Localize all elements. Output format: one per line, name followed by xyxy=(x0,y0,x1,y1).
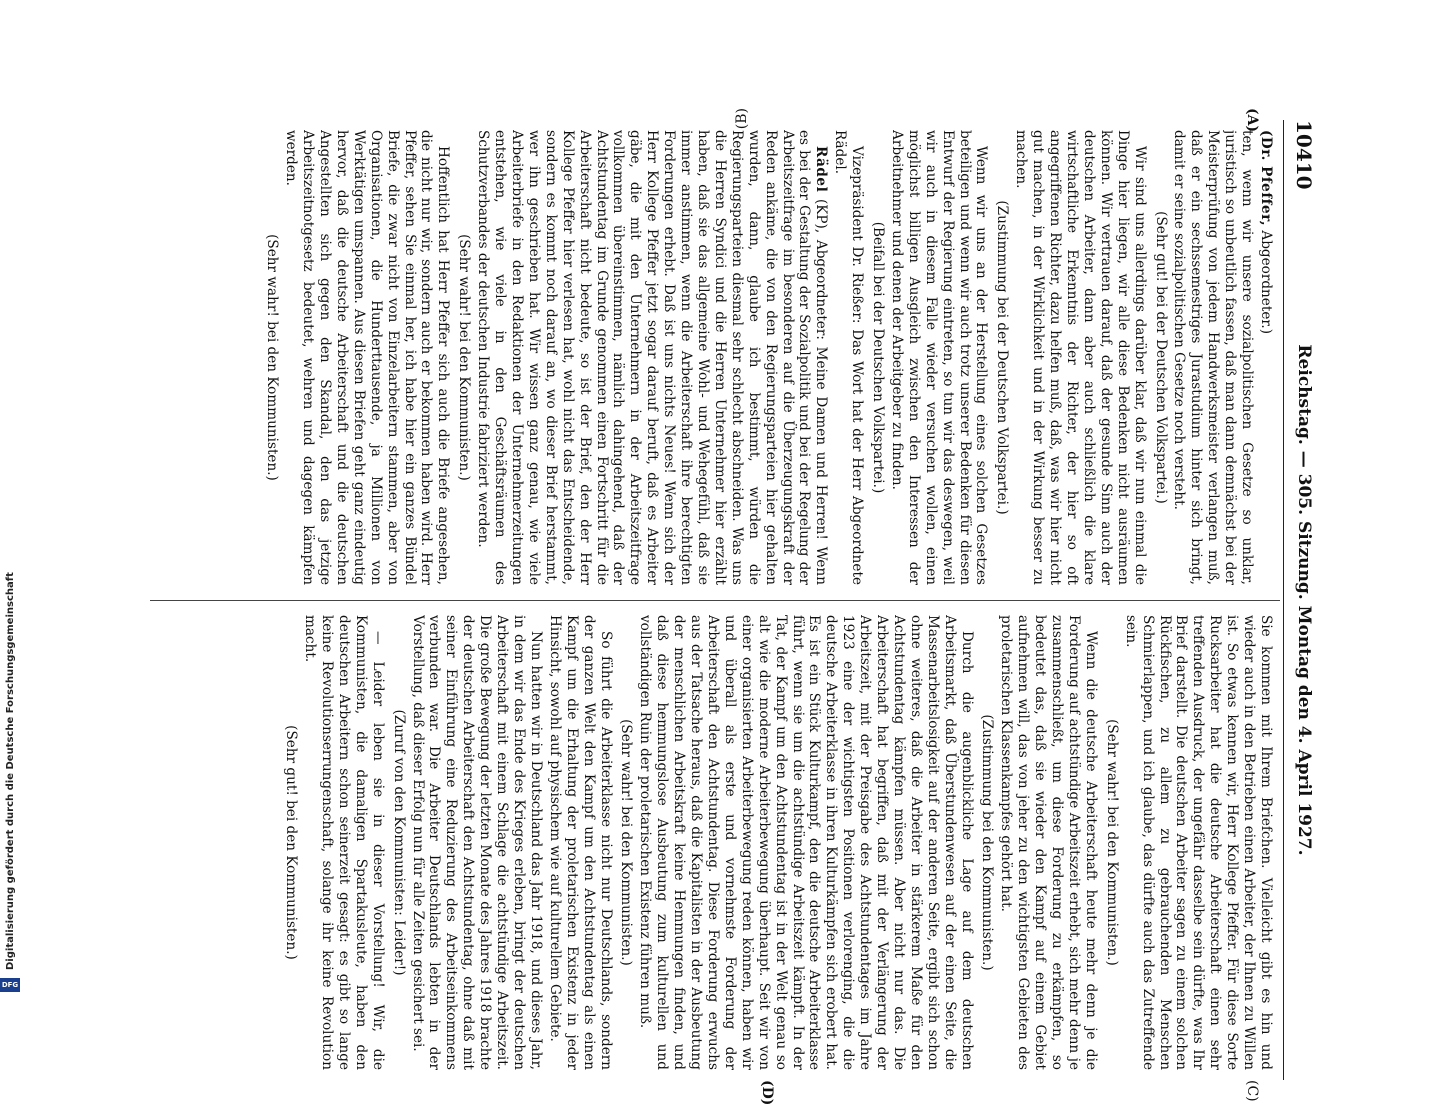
interjection: (Sehr wahr! bei den Kommunisten.) xyxy=(618,719,635,966)
interjection: (Zuruf von den Kommunisten: Leider!) xyxy=(390,709,407,976)
margin-marker-b: (B) xyxy=(734,108,750,130)
column-divider xyxy=(150,600,1280,601)
page-number: 10410 xyxy=(1292,120,1316,190)
right-column xyxy=(154,615,1274,1070)
speaker-name: Rädel xyxy=(813,146,830,193)
interjection: (Sehr wahr! bei den Kommunisten.) xyxy=(264,234,281,481)
interjection: (Beifall bei der Deutschen Volkspartei.) xyxy=(870,221,887,494)
paragraph: Hoffentlich hat Herr Pfeffer sich auch die Briefe angesehen, die nicht nur wir, sondern auch er bekommen haben wird. Herr Pfeffer, sehen Sie einmal her, ich habe hier ein ganzes Bündel Briefe, die zwar nicht von Einzelarbeitern stammen, aber von Organisationen, die Hunderttausende, ja Millionen von Werktätigen umspannen. Aus diesen Briefen geht ganz eindeutig hervor, daß die deutsche Arbeiterschaft und die deutschen Angestellten sich gegen den Skandal, den das jetzige Arbeitszeitnotgesetz bedeutet, wehren und dagegen kämpfen werden. xyxy=(283,130,452,585)
paragraph: So führt die Arbeiterklasse nicht nur Deutschlands, sondern der ganzen Welt den Kampf um den Achtstundentag als einen Kampf um die Erhaltung der proletarischen Existenz in jeder Hinsicht, sowohl auf physischem wie auf kulturellem Gebiete. xyxy=(546,615,614,1070)
paragraph: Durch die augenblickliche Lage auf dem deutschen Arbeitsmarkt, daß Überstundenwesen auf der einen Seite, die Massenarbeitslosigkeit auf der anderen Seite, ergibt sich schon ohne weiteres, daß die Arbeiter in stärkerem Maße für den Achtstundentag kämpfen müssen. Aber nicht nur das. Die Arbeiterschaft hat begriffen, daß mit der Verlängerung der Arbeitszeit, mit der Preisgabe des Achtstundentages im Jahre 1923 eine der wichtigsten Positionen verlorenging, die die deutsche Arbeiterklasse in ihren Kulturkämpfen sich erobert hat. Es ist ein Stück Kulturkampf, den die deutsche Arbeiterklasse führt, wenn sie um die achtstündige Arbeitszeit kämpft. In der Tat, der Kampf um den Achtstundentag ist in der Welt genau so alt wie die moderne Arbeiterbewegung überhaupt. Seit wir von einer organisierten Arbeiterbewegung reden können, haben wir und überall als erste und vornehmste Forderung der Arbeiterschaft den Achtstundentag. Diese Forderung erwuchs aus der Tatsache heraus, daß die Kapitalisten in der Ausbeutung der menschlichen Arbeitskraft keine Hemmungen finden, und daß diese hemmungslose Ausbeutung zum kulturellen und vollständigen Ruin der proletarischen Existenz führen muß. xyxy=(637,615,975,1070)
paragraph: ten, wenn wir unsere sozialpolitischen Gesetze so unklar, juristisch so unbeutlich fassen, daß man dann demnächst bei der Meisterprüfung von jedem Handwerksmeister verlangen muß, daß er ein sechssemestriges Jurastudium hinter sich bringt, damit er seine sozialpolitischen Gesetze noch versteht. xyxy=(1171,130,1256,585)
interjection: (Sehr wahr! bei den Kommunisten.) xyxy=(1103,719,1120,966)
paragraph: Wenn die deutsche Arbeiterschaft heute mehr denn je die Forderung auf achtstündige Arbeitszeit erhebt, sich mehr denn je zusammenschließt, um diese Forderung zu erkämpfen, so bedeutet das, daß sie wieder den Kampf auf einem Gebiet aufnehmen will, das von jeher zu den wichtigsten Gebieten des proletarischen Klassenkampfes gehört hat. xyxy=(998,615,1099,1070)
paragraph: Sie kommen mit Ihrem Briefchen. Vielleicht gibt es hin und wieder auch in den Betrieben einen Arbeiter, der Ihnen zu Willen ist. So etwas kennen wir, Herr Kollege Pfeffer. Für diese Sorte Rucksarbeiter hat die deutsche Arbeiterschaft einen sehr treffenden Ausdruck, der ungefähr dasselbe sein dürfte, was Ihr Brief darstellt. Die deutschen Arbeiter sagen zu einem solchen Rückfischen, zu allem zu gebrauchenden Menschen Schmierlappen, und ich glaube, das dürfte auch das Zutreffende sein. xyxy=(1122,615,1274,1070)
page-header xyxy=(1283,120,1320,1080)
margin-marker-a: (A) xyxy=(1244,108,1260,133)
page-title: Reichstag. — 305. Sitzung. Montag den 4. April 1927. xyxy=(1294,344,1314,856)
speaker-name: (Dr. Pfeffer, xyxy=(1258,130,1274,227)
presidium-statement: Vizepräsident Dr. Rießer: Das Wort hat der Herr Abgeordnete Rädel. xyxy=(832,130,866,585)
speech-text: (KP), Abgeordneter: Meine Damen und Herren! Wenn es bei der Gestaltung der Sozialpolitik und bei der Regelung der Arbeitszeitfrage im besonderen auf die Überzeugungskraft der Reden ankäme, die von den Regierungsparteien hier gehalten wurden, dann, glaube ich bestimmt, würden die Regierungsparteien diesmal sehr schlecht abschneiden. Was uns die Herren Syndici und die Herren Unternehmer hier erzählt haben, daß sie das allgemeine Wohl- und Wehegefühl, daß sie immer anstimmen, wenn die Arbeiterschaft ihre berechtigten Forderungen erhebt. Daß ist uns nichts Neues! Wenn sich der Herr Kollege Pfeffer jetzt sogar darauf beruft, daß es Arbeiter gäbe, die mit den Unternehmern in der Arbeitszeitfrage vollkommen übereinstimmen, nämlich dahingehend, daß der Achtstundentag im Grunde genommen einen Fortschritt für die Arbeiterschaft nicht bedeute, so ist der Brief, den der Herr Kollege Pfeffer hier verlesen hat, wohl nicht das Entscheidende, sondern es kommt noch darauf an, wo dieser Brief herstammt, wer ihn geschrieben hat. Wir wissen ganz genau, wie viele Arbeiterbriefe in den Redaktionen der Unternehmerzeitungen entstehen, wie viele in den Geschäftsräumen des Schutzverbandes der deutschen Industrie fabriziert werden. xyxy=(475,130,830,585)
paragraph: Wenn wir uns an der Herstellung eines solchen Gesetzes beteiligen und wenn wir auch trotz unserer Bedenken für diesen Entwurf der Regierung eintreten, so tun wir das deswegen, weil wir auch in diesem Falle wieder versuchen wollen, einen möglichst billigen Ausgleich zwischen den Interessen der Arbeitnehmer und denen der Arbeitgeber zu finden. xyxy=(888,130,990,585)
paragraph: Nun hatten wir in Deutschland das Jahr 1918, und dieses Jahr, in dem wir das Ende des Krieges erleben, bringt der deutschen Arbeiterschaft mit einem Schlage die achtstündige Arbeitszeit. Die große Bewegung der letzten Monate des Jahres 1918 brachte der deutschen Arbeiterschaft den Achtstundentag, ohne daß mit seiner Einführung eine Reduzierung des Arbeitseinkommens verbunden war. Die Arbeiter Deutschlands lebten in der Vorstellung, daß dieser Erfolg nun für alle Zeiten gesichert sei. xyxy=(409,615,544,1070)
dfg-logo: DFG xyxy=(0,978,20,992)
interjection: (Zustimmung bei den Kommunisten.) xyxy=(979,714,996,971)
interjection: (Sehr wahr! bei den Kommunisten.) xyxy=(456,234,473,481)
margin-marker-d: (D) xyxy=(759,1080,775,1105)
paragraph xyxy=(1257,130,1274,585)
digitization-note: Digitalisierung gefördert durch die Deutsche Forschungsgemeinschaft xyxy=(5,572,16,970)
left-column xyxy=(154,130,1274,585)
paragraph xyxy=(474,130,829,585)
interjection: (Sehr gut! bei der Deutschen Volkspartei.) xyxy=(1152,211,1169,504)
speaker-role: Abgeordneter.) xyxy=(1258,230,1274,334)
interjection: (Sehr gut! bei den Kommunisten.) xyxy=(283,725,300,960)
paragraph: — Leider leben sie in dieser Vorstellung! Wir, die Kommunisten, die damaligen Spartakusleute, haben den deutschen Arbeitern schon seinerzeit gesagt: es gibt so lange keine Revolutionserrungenschaft, solange ihr keine Revolution macht. xyxy=(302,615,386,1070)
interjection: (Zustimmung bei der Deutschen Volkspartei.) xyxy=(994,200,1011,515)
document-page xyxy=(120,100,1320,1105)
paragraph: Wir sind uns allerdings darüber klar, daß wir nun einmal die Dinge hier liegen, wir alle diese Bedenken nicht ausräumen können. Wir vertrauen darauf, daß der gesunde Sinn auch der deutschen Arbeiter, dann aber auch schließlich die klare wirtschaftliche Erkenntnis der Richter, der hier so oft angegriffenen Richter, dazu helfen muß, daß, was wir hier nicht gut machen, in der Wirklichkeit und in der Wirkung besser zu machen. xyxy=(1013,130,1148,585)
margin-marker-c: (C) xyxy=(1244,1080,1260,1102)
